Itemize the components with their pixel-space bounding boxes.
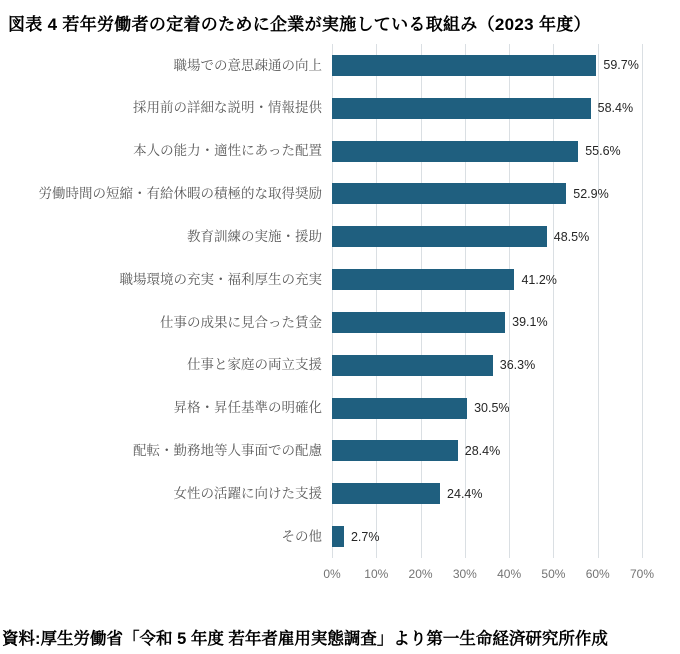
bar-track bbox=[332, 44, 672, 87]
bar-category-label: その他 bbox=[281, 528, 322, 544]
bar-track bbox=[332, 429, 672, 472]
bar bbox=[332, 183, 566, 204]
bar-track bbox=[332, 301, 672, 344]
bar-category-label: 女性の活躍に向けた支援 bbox=[173, 485, 322, 501]
bar-track bbox=[332, 515, 672, 558]
bar-value-label: 58.4% bbox=[597, 101, 634, 116]
bar-track bbox=[332, 387, 672, 430]
bar-track bbox=[332, 258, 672, 301]
bar-row bbox=[0, 301, 680, 344]
bar-value-label: 52.9% bbox=[573, 186, 609, 201]
x-tick-label: 10% bbox=[364, 567, 389, 581]
bar-category-label: 仕事の成果に見合った賃金 bbox=[160, 314, 322, 330]
bar-row bbox=[0, 344, 680, 387]
bar-value-label: 30.5% bbox=[474, 401, 510, 416]
bar-track bbox=[332, 87, 672, 130]
bar bbox=[332, 269, 514, 290]
bar-value-label: 36.3% bbox=[499, 358, 536, 373]
bar-value-label: 59.7% bbox=[603, 58, 639, 73]
x-tick-label: 60% bbox=[585, 567, 610, 581]
bar bbox=[332, 440, 458, 461]
bar-rows bbox=[0, 44, 680, 558]
bar-track bbox=[332, 130, 672, 173]
bar bbox=[332, 526, 344, 547]
x-tick-label: 20% bbox=[408, 567, 433, 581]
bar-value-label: 24.4% bbox=[447, 486, 483, 501]
bar bbox=[332, 226, 547, 247]
bar-row bbox=[0, 215, 680, 258]
bar-row bbox=[0, 172, 680, 215]
bar-category-label: 仕事と家庭の両立支援 bbox=[187, 357, 322, 373]
bar bbox=[332, 483, 440, 504]
bar-value-label: 48.5% bbox=[553, 229, 590, 244]
bar-category-label: 職場環境の充実・福利厚生の充実 bbox=[119, 271, 322, 287]
bar-category-label: 昇格・昇任基準の明確化 bbox=[173, 400, 322, 416]
bar-row bbox=[0, 130, 680, 173]
bar bbox=[332, 312, 505, 333]
bar-category-label: 教育訓練の実施・援助 bbox=[187, 228, 322, 244]
bar-value-label: 41.2% bbox=[521, 272, 557, 287]
x-axis bbox=[323, 560, 655, 586]
bar-category-label: 採用前の詳細な説明・情報提供 bbox=[133, 100, 322, 116]
bar-chart bbox=[0, 44, 680, 558]
bar bbox=[332, 55, 596, 76]
bar-row bbox=[0, 87, 680, 130]
bar-track bbox=[332, 344, 672, 387]
bar-row bbox=[0, 515, 680, 558]
bar-value-label: 28.4% bbox=[464, 443, 501, 458]
bar-row bbox=[0, 472, 680, 515]
bar-row bbox=[0, 387, 680, 430]
bar-track bbox=[332, 472, 672, 515]
bar-row bbox=[0, 258, 680, 301]
x-tick-label: 0% bbox=[323, 567, 341, 581]
source-note: 資料:厚生労働省「令和 5 年度 若年者雇用実態調査」より第一生命経済研究所作成 bbox=[2, 630, 608, 648]
bar bbox=[332, 98, 591, 119]
x-tick-label: 40% bbox=[497, 567, 522, 581]
x-tick-label: 50% bbox=[541, 567, 566, 581]
bar-category-label: 職場での意思疎通の向上 bbox=[173, 57, 322, 73]
bar bbox=[332, 355, 493, 376]
chart-title: 図表 4 若年労働者の定着のために企業が実施している取組み（2023 年度） bbox=[8, 15, 591, 34]
bar bbox=[332, 398, 467, 419]
bar-value-label: 2.7% bbox=[350, 529, 380, 544]
bar-row bbox=[0, 429, 680, 472]
bar-category-label: 配転・勤務地等人事面での配慮 bbox=[133, 443, 322, 459]
x-tick-label: 70% bbox=[629, 567, 655, 581]
bar-category-label: 本人の能力・適性にあった配置 bbox=[133, 143, 322, 159]
bar-track bbox=[332, 215, 672, 258]
bar bbox=[332, 141, 578, 162]
bar-track bbox=[332, 172, 672, 215]
bar-value-label: 39.1% bbox=[512, 315, 548, 330]
x-tick-label: 30% bbox=[452, 567, 477, 581]
bar-value-label: 55.6% bbox=[585, 144, 621, 159]
bar-category-label: 労働時間の短縮・有給休暇の積極的な取得奨励 bbox=[38, 186, 322, 202]
bar-row bbox=[0, 44, 680, 87]
